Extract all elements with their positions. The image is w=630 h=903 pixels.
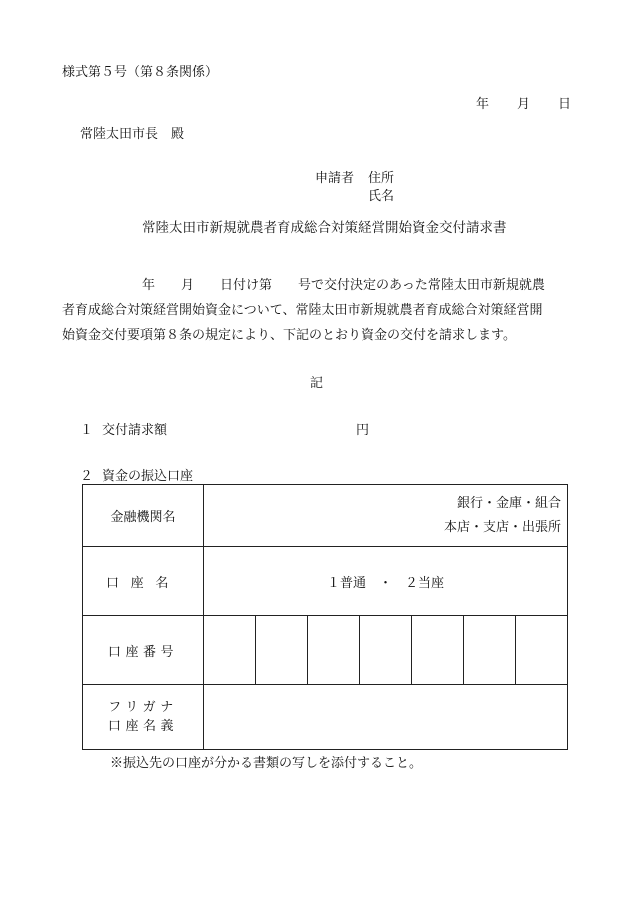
body-line-3: 始資金交付要項第８条の規定により、下記のとおり資金の交付を請求します。 <box>62 328 516 343</box>
bank-input-cell[interactable] <box>204 485 568 547</box>
bank-types: 銀行・金庫・組合 <box>456 495 561 511</box>
table-row-bank <box>83 485 568 547</box>
account-holder-input[interactable] <box>204 685 568 750</box>
recipient: 常陸太田市長 殿 <box>80 127 185 142</box>
applicant-label: 申請者 <box>315 171 355 186</box>
account-name-label: 口座名 <box>83 547 204 616</box>
date-year: 年 <box>476 97 490 112</box>
body-line-2: 者育成総合対策経営開始資金について、常陸太田市新規就農者育成総合対策経営開 <box>62 303 543 318</box>
form-number: 様式第５号（第８条関係） <box>62 65 219 80</box>
account-number-label: 口座番号 <box>83 616 204 685</box>
item1-unit: 円 <box>356 423 370 438</box>
table-row-account-number <box>83 616 568 685</box>
date-line <box>476 98 571 111</box>
table-row-account-holder <box>83 685 568 750</box>
account-digit-cell[interactable] <box>360 616 412 685</box>
item2-label: 資金の振込口座 <box>102 469 194 484</box>
account-digit-cell[interactable] <box>412 616 464 685</box>
holder-label: 口座名義 <box>107 719 179 734</box>
body-text <box>62 273 582 348</box>
branch-types: 本店・支店・出張所 <box>443 519 561 535</box>
account-digit-cell[interactable] <box>256 616 308 685</box>
item2-number: ２ <box>80 469 94 484</box>
furigana-label: フリガナ <box>108 700 178 715</box>
bank-label: 金融機関名 <box>83 485 204 547</box>
document-title: 常陸太田市新規就農者育成総合対策経営開始資金交付請求書 <box>142 220 507 236</box>
name-label: 氏名 <box>368 189 395 204</box>
date-month: 月 <box>517 97 531 112</box>
body-line-1: 年 月 日付け第 号で交付決定のあった常陸太田市新規就農 <box>142 278 545 293</box>
ki-heading: 記 <box>310 376 324 391</box>
account-digit-cell[interactable] <box>464 616 516 685</box>
bank-account-table <box>82 484 568 750</box>
item1-number: １ <box>80 423 94 438</box>
table-row-account-type <box>83 547 568 616</box>
item1-label: 交付請求額 <box>102 423 168 438</box>
attachment-note: ※振込先の口座が分かる書類の写しを添付すること。 <box>110 756 423 771</box>
account-digit-cell[interactable] <box>308 616 360 685</box>
account-digit-cell[interactable] <box>204 616 256 685</box>
account-type-options[interactable]: １普通 ・ ２当座 <box>204 547 568 616</box>
date-day: 日 <box>558 97 572 112</box>
account-digit-cell[interactable] <box>516 616 568 685</box>
account-holder-label <box>83 685 204 750</box>
address-label: 住所 <box>368 171 395 186</box>
